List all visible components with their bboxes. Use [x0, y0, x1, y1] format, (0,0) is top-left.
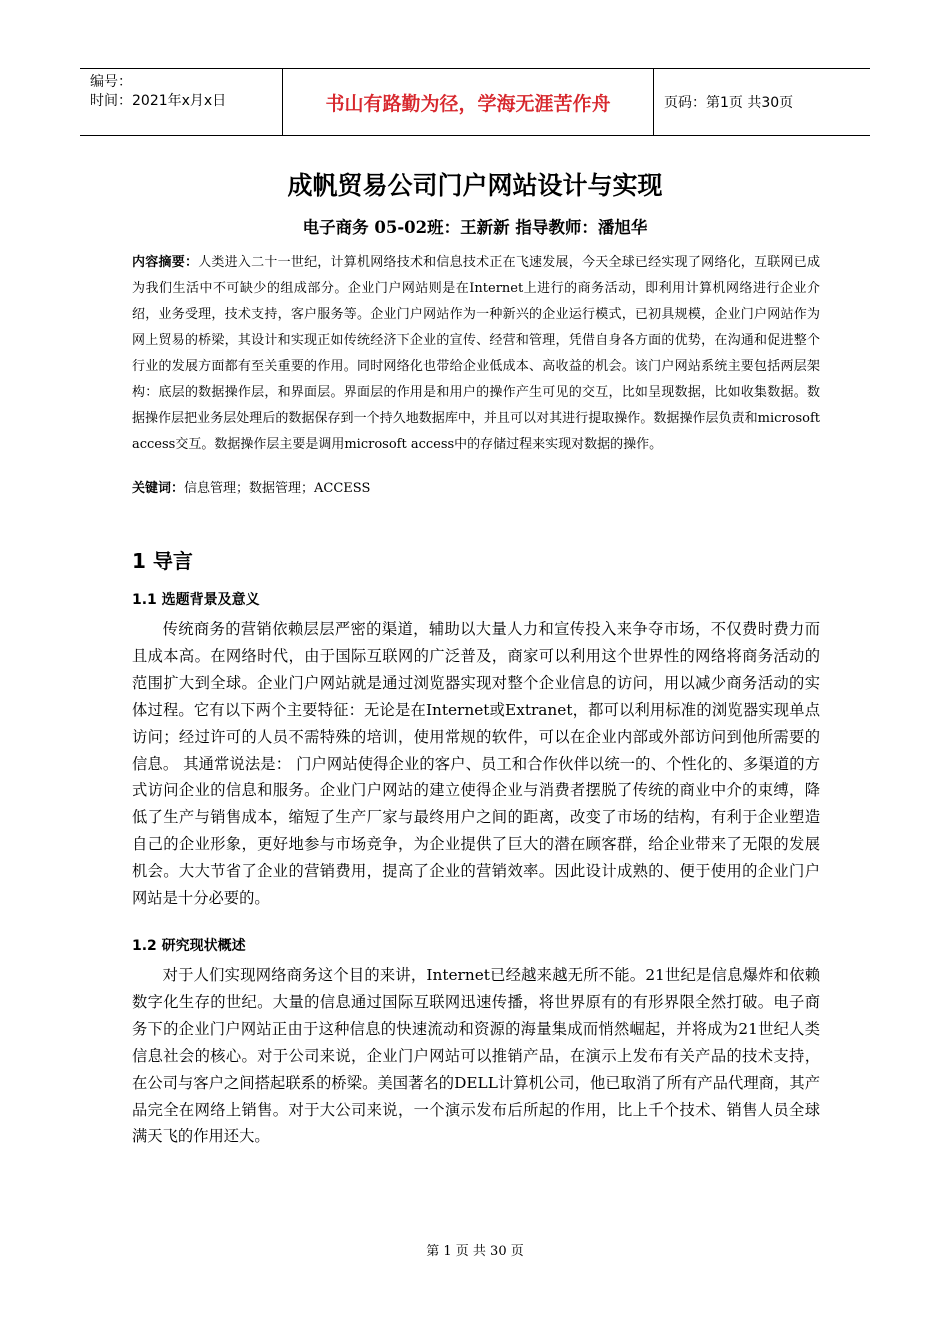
header-motto: 书山有路勤为径，学海无涯苦作舟 — [282, 69, 654, 135]
author-line: 电子商务 05-02班：王新新 指导教师：潘旭华 — [302, 218, 648, 237]
abstract-label: 内容摘要： — [132, 255, 199, 270]
section-1-2-paragraph: 对于人们实现网络商务这个目的来讲，Internet已经越来越无所不能。21世纪是信息爆炸和依赖数字化生存的世纪。大量的信息通过国际互联网迅速传播，将世界原有的有形界限全然打破。电子商务下的企业门户网站正由于这种信息的快速流动和资源的海量集成而悄然崛起，并将成为21世纪人类信息社会的核心。对于公司来说，企业门户网站可以推销产品，在演示上发布有关产品的技术支持，在公司与客户之间搭起联系的桥梁。美国著名的DELL计算机公司，他已取消了所有产品代理商，其产品完全在网络上销售。对于大公司来说，一个演示发布后所起的作用，比上千个技术、销售人员全球满天飞的作用还大。 — [132, 966, 820, 1146]
keywords — [132, 478, 370, 500]
page-footer: 第 1 页 共 30 页 — [426, 1244, 524, 1259]
abstract — [132, 250, 820, 458]
header-meta — [80, 69, 282, 135]
keywords-text: 信息管理；数据管理；ACCESS — [184, 481, 371, 496]
section-1-heading: 1 导言 — [132, 549, 193, 573]
keywords-label: 关键词： — [132, 481, 185, 496]
document-time-label: 时间：2021年x月x日 — [90, 93, 227, 109]
section-1-2-heading: 1.2 研究现状概述 — [132, 938, 246, 954]
document-title: 成帆贸易公司门户网站设计与实现 — [287, 171, 663, 200]
header-page-info: 页码：第1页 共30页 — [664, 95, 794, 111]
section-1-1-paragraph: 传统商务的营销依赖层层严密的渠道，辅助以大量人力和宣传投入来争夺市场，不仅费时费力而且成本高。在网络时代，由于国际互联网的广泛普及，商家可以利用这个世界性的网络将商务活动的范围扩大到全球。企业门户网站就是通过浏览器实现对整个企业信息的访问，用以减少商务活动的实体过程。它有以下两个主要特征：无论是在Internet或Extranet，都可以利用标准的浏览器实现单点访问；经过许可的人员不需特殊的培训，使用常规的软件，可以在企业内部或外部访问到他所需要的信息。 其通常说法是： 门户网站使得企业的客户、员工和合作伙伴以统一的、个性化的、多渠道的方式访问企业的信息和服务。企业门户网站的建立使得企业与消费者摆脱了传统的商业中介的束缚，降低了生产与销售成本，缩短了生产厂家与最终用户之间的距离，改变了市场的结构，有利于企业塑造自己的企业形象，更好地参与市场竞争，为企业提供了巨大的潜在顾客群，给企业带来了无限的发展机会。大大节省了企业的营销费用，提高了企业的营销效率。因此设计成熟的、便于使用的企业门户网站是十分必要的。 — [132, 620, 820, 908]
abstract-text: 人类进入二十一世纪，计算机网络技术和信息技术正在飞速发展，今天全球已经实现了网络化，互联网已成为我们生活中不可缺少的组成部分。企业门户网站则是在Internet上进行的商务活动，即利用计算机网络进行企业介绍，业务受理，技术支持，客户服务等。企业门户网站作为一种新兴的企业运行模式，已初具规模，企业门户网站作为网上贸易的桥梁，其设计和实现正如传统经济下企业的宣传、经营和管理，凭借自身各方面的优势，在沟通和促进整个行业的发展方面都有至关重要的作用。同时网络化也带给企业低成本、高收益的机会。该门户网站系统主要包括两层架构：底层的数据操作层，和界面层。界面层的作用是和用户的操作产生可见的交互，比如呈现数据，比如收集数据。数据操作层把业务层处理后的数据保存到一个持久地数据库中，并且可以对其进行提取操作。数据操作层负责和microsoft access交互。数据操作层主要是调用microsoft access中的存储过程来实现对数据的操作。 — [132, 255, 820, 452]
document-number-label: 编号： — [90, 74, 132, 90]
section-1-1-heading: 1.1 选题背景及意义 — [132, 592, 260, 608]
page-header — [80, 68, 870, 136]
